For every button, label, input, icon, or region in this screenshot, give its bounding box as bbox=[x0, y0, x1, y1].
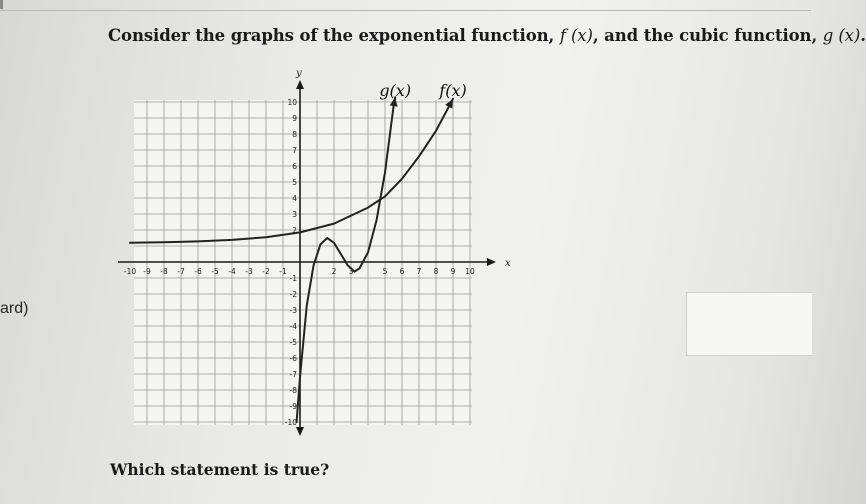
x-tick-label: -5 bbox=[211, 267, 219, 276]
cropped-side-label: ard) bbox=[0, 300, 29, 317]
y-tick-label: 9 bbox=[292, 114, 297, 123]
y-tick-label: -3 bbox=[289, 306, 297, 315]
y-tick-label: -5 bbox=[289, 338, 297, 347]
prompt-middle: , and the cubic function, bbox=[592, 26, 823, 45]
x-tick-label: 9 bbox=[450, 267, 456, 276]
y-tick-label: 7 bbox=[292, 146, 297, 155]
x-tick-label: -2 bbox=[262, 267, 270, 276]
y-tick-label: -9 bbox=[289, 402, 297, 411]
x-tick-label: -7 bbox=[177, 267, 185, 276]
g-notation: g (x) bbox=[822, 26, 861, 45]
y-tick-label: 2 bbox=[292, 226, 297, 235]
x-tick-label: 6 bbox=[399, 267, 405, 276]
x-tick-label: -9 bbox=[143, 267, 151, 276]
x-tick-label: -10 bbox=[123, 267, 137, 276]
x-tick-label: 2 bbox=[331, 267, 337, 276]
x-tick-label: -8 bbox=[160, 267, 168, 276]
y-axis-arrow bbox=[296, 80, 304, 89]
y-tick-label: -1 bbox=[289, 274, 297, 283]
x-tick-label: 8 bbox=[433, 267, 439, 276]
x-tick-label: 7 bbox=[416, 267, 422, 276]
x-axis-label: x bbox=[505, 258, 511, 269]
x-tick-label: 10 bbox=[465, 267, 475, 276]
prompt-start: Consider the graphs of the exponential function, bbox=[108, 26, 560, 45]
followup-question: Which statement is true? bbox=[110, 460, 330, 479]
y-tick-label: -6 bbox=[289, 354, 297, 363]
x-axis-arrow bbox=[487, 258, 496, 266]
x-tick-label: -3 bbox=[245, 267, 253, 276]
y-tick-label: -4 bbox=[289, 322, 297, 331]
curve-label-gx: g(x) bbox=[379, 81, 412, 100]
f-notation: f (x) bbox=[559, 26, 593, 45]
x-tick-label: -1 bbox=[279, 267, 287, 276]
x-tick-label: -6 bbox=[194, 267, 202, 276]
x-tick-label: 5 bbox=[382, 267, 388, 276]
y-tick-label: 10 bbox=[287, 98, 297, 107]
y-axis-arrow-down bbox=[296, 427, 304, 436]
prompt-end: . bbox=[860, 26, 866, 45]
y-tick-label: -10 bbox=[284, 418, 297, 427]
y-tick-label: 5 bbox=[292, 178, 297, 187]
x-tick-label: -4 bbox=[228, 267, 236, 276]
y-tick-label: -7 bbox=[289, 370, 297, 379]
x-tick-label: 3 bbox=[348, 267, 354, 276]
y-axis-label: y bbox=[296, 68, 302, 79]
curve-label-fx: f(x) bbox=[439, 81, 467, 100]
y-tick-label: 8 bbox=[292, 130, 297, 139]
y-tick-label: 4 bbox=[292, 194, 297, 203]
y-tick-label: 3 bbox=[292, 210, 297, 219]
y-tick-label: -8 bbox=[289, 386, 297, 395]
y-tick-label: -2 bbox=[289, 290, 297, 299]
y-tick-label: 6 bbox=[292, 162, 297, 171]
curve-labels bbox=[379, 81, 466, 100]
